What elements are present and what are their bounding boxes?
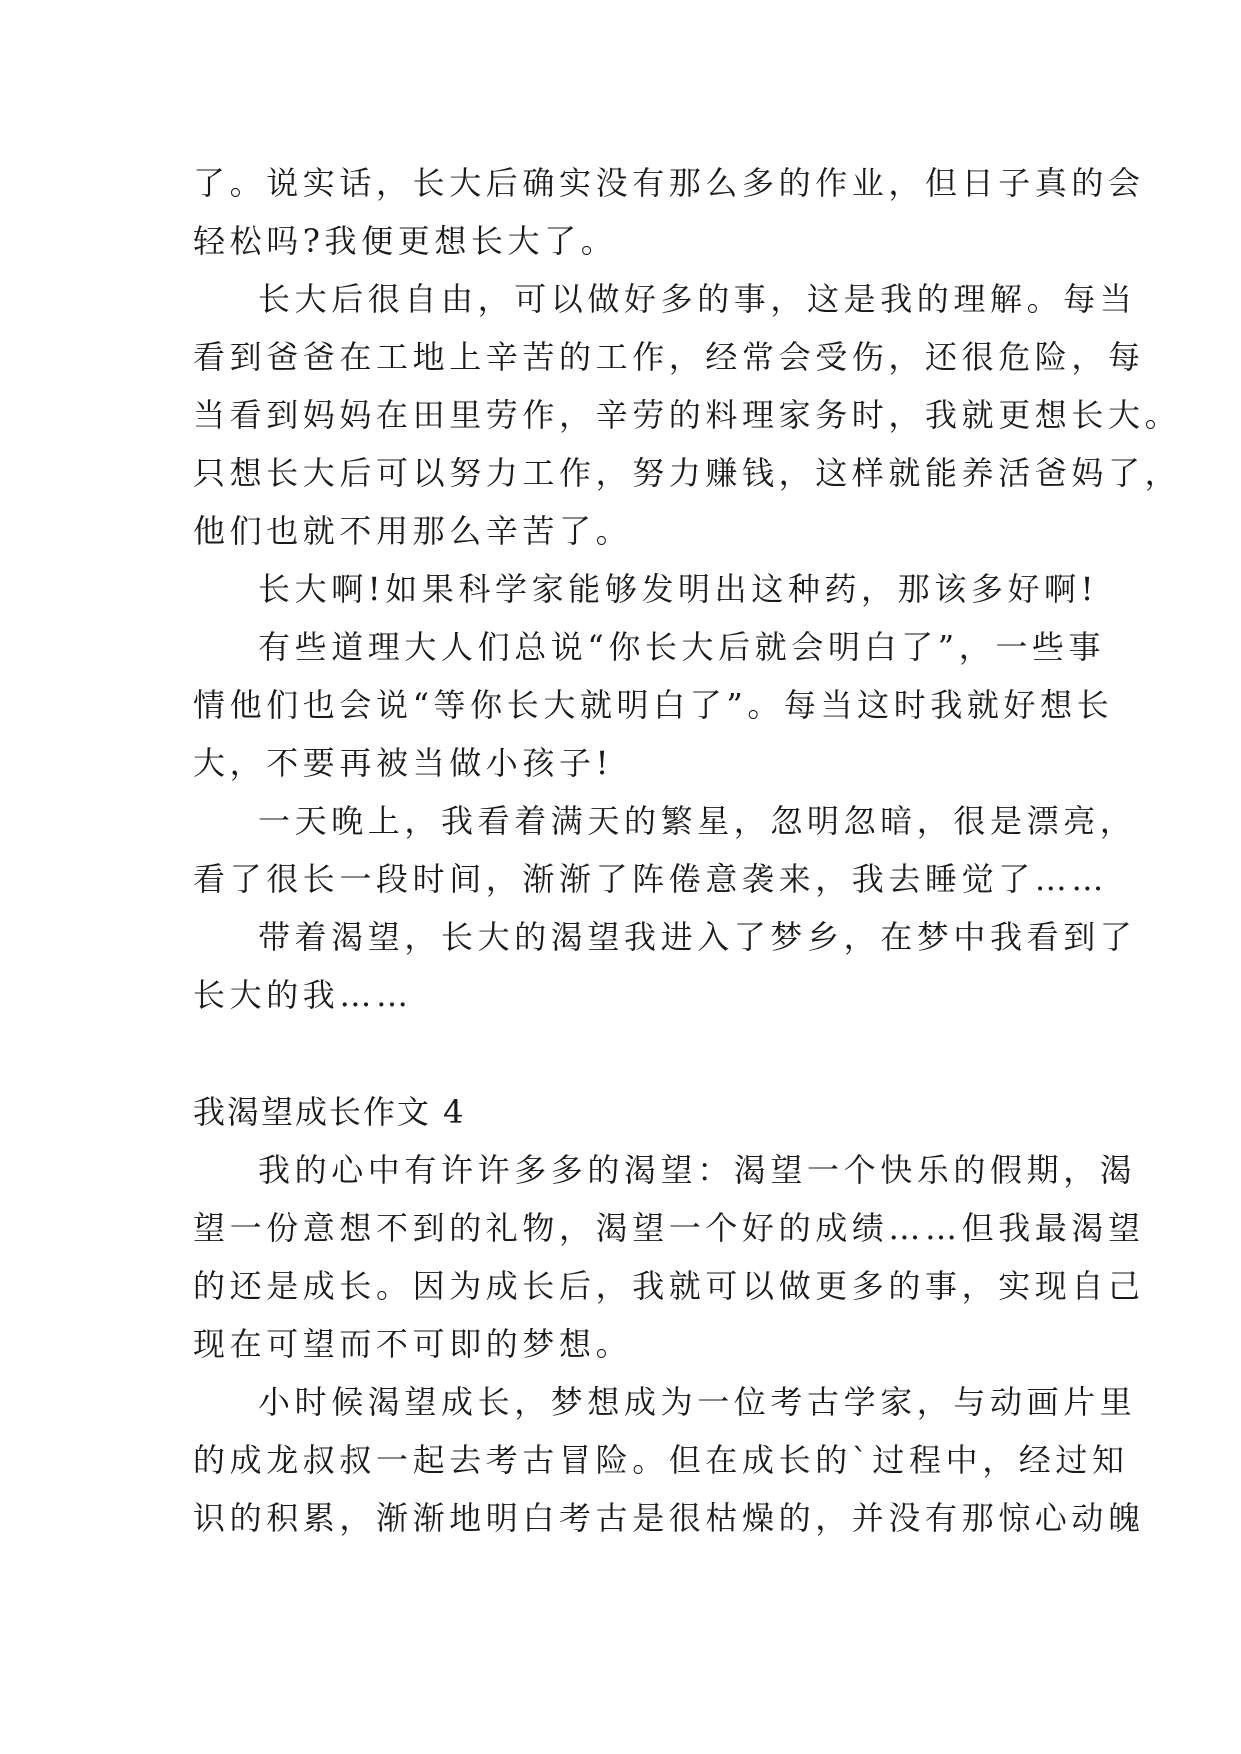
- text-line: 了。说实话，长大后确实没有那么多的作业，但日子真的会: [193, 164, 1145, 202]
- text-line: 他们也就不用那么辛苦了。: [193, 512, 633, 550]
- paragraph-first-line: 带着渴望，长大的渴望我进入了梦乡，在梦中我看到了: [258, 918, 1137, 956]
- text-line: 的还是成长。因为成长后，我就可以做更多的事，实现自己: [193, 1267, 1145, 1305]
- paragraph-first-line: 有些道理大人们总说“你长大后就会明白了”，一些事: [258, 628, 1106, 666]
- text-line: 轻松吗?我便更想长大了。: [193, 222, 618, 260]
- text-line: 看到爸爸在工地上辛苦的工作，经常会受伤，还很危险，每: [193, 338, 1145, 376]
- paragraph-first-line: 一天晚上，我看着满天的繁星，忽明忽暗，很是漂亮，: [258, 802, 1137, 840]
- text-line: 大，不要再被当做小孩子!: [193, 744, 614, 782]
- text-line: 情他们也会说“等你长大就明白了”。每当这时我就好想长: [193, 686, 1114, 724]
- text-line: 识的积累，渐渐地明白考古是很枯燥的，并没有那惊心动魄: [193, 1499, 1145, 1537]
- paragraph-first-line: 长大啊!如果科学家能够发明出这种药，那该多好啊!: [258, 570, 1099, 608]
- text-line: 长大的我……: [193, 976, 413, 1014]
- text-line: 现在可望而不可即的梦想。: [193, 1325, 633, 1363]
- paragraph-first-line: 小时候渴望成长，梦想成为一位考古学家，与动画片里: [258, 1383, 1137, 1421]
- paragraph-first-line: 长大后很自由，可以做好多的事，这是我的理解。每当: [258, 280, 1137, 318]
- text-line: 望一份意想不到的礼物，渴望一个好的成绩……但我最渴望: [193, 1209, 1145, 1247]
- section-title: 我渴望成长作文 4: [193, 1093, 466, 1131]
- text-line: 看了很长一段时间，渐渐了阵倦意袭来，我去睡觉了……: [193, 860, 1109, 898]
- paragraph-first-line: 我的心中有许许多多的渴望：渴望一个快乐的假期，渴: [258, 1151, 1137, 1189]
- text-line: 只想长大后可以努力工作，努力赚钱，这样就能养活爸妈了，: [193, 454, 1182, 492]
- text-line: 的成龙叔叔一起去考古冒险。但在成长的`过程中，经过知: [193, 1441, 1129, 1479]
- text-line: 当看到妈妈在田里劳作，辛劳的料理家务时，我就更想长大。: [193, 396, 1182, 434]
